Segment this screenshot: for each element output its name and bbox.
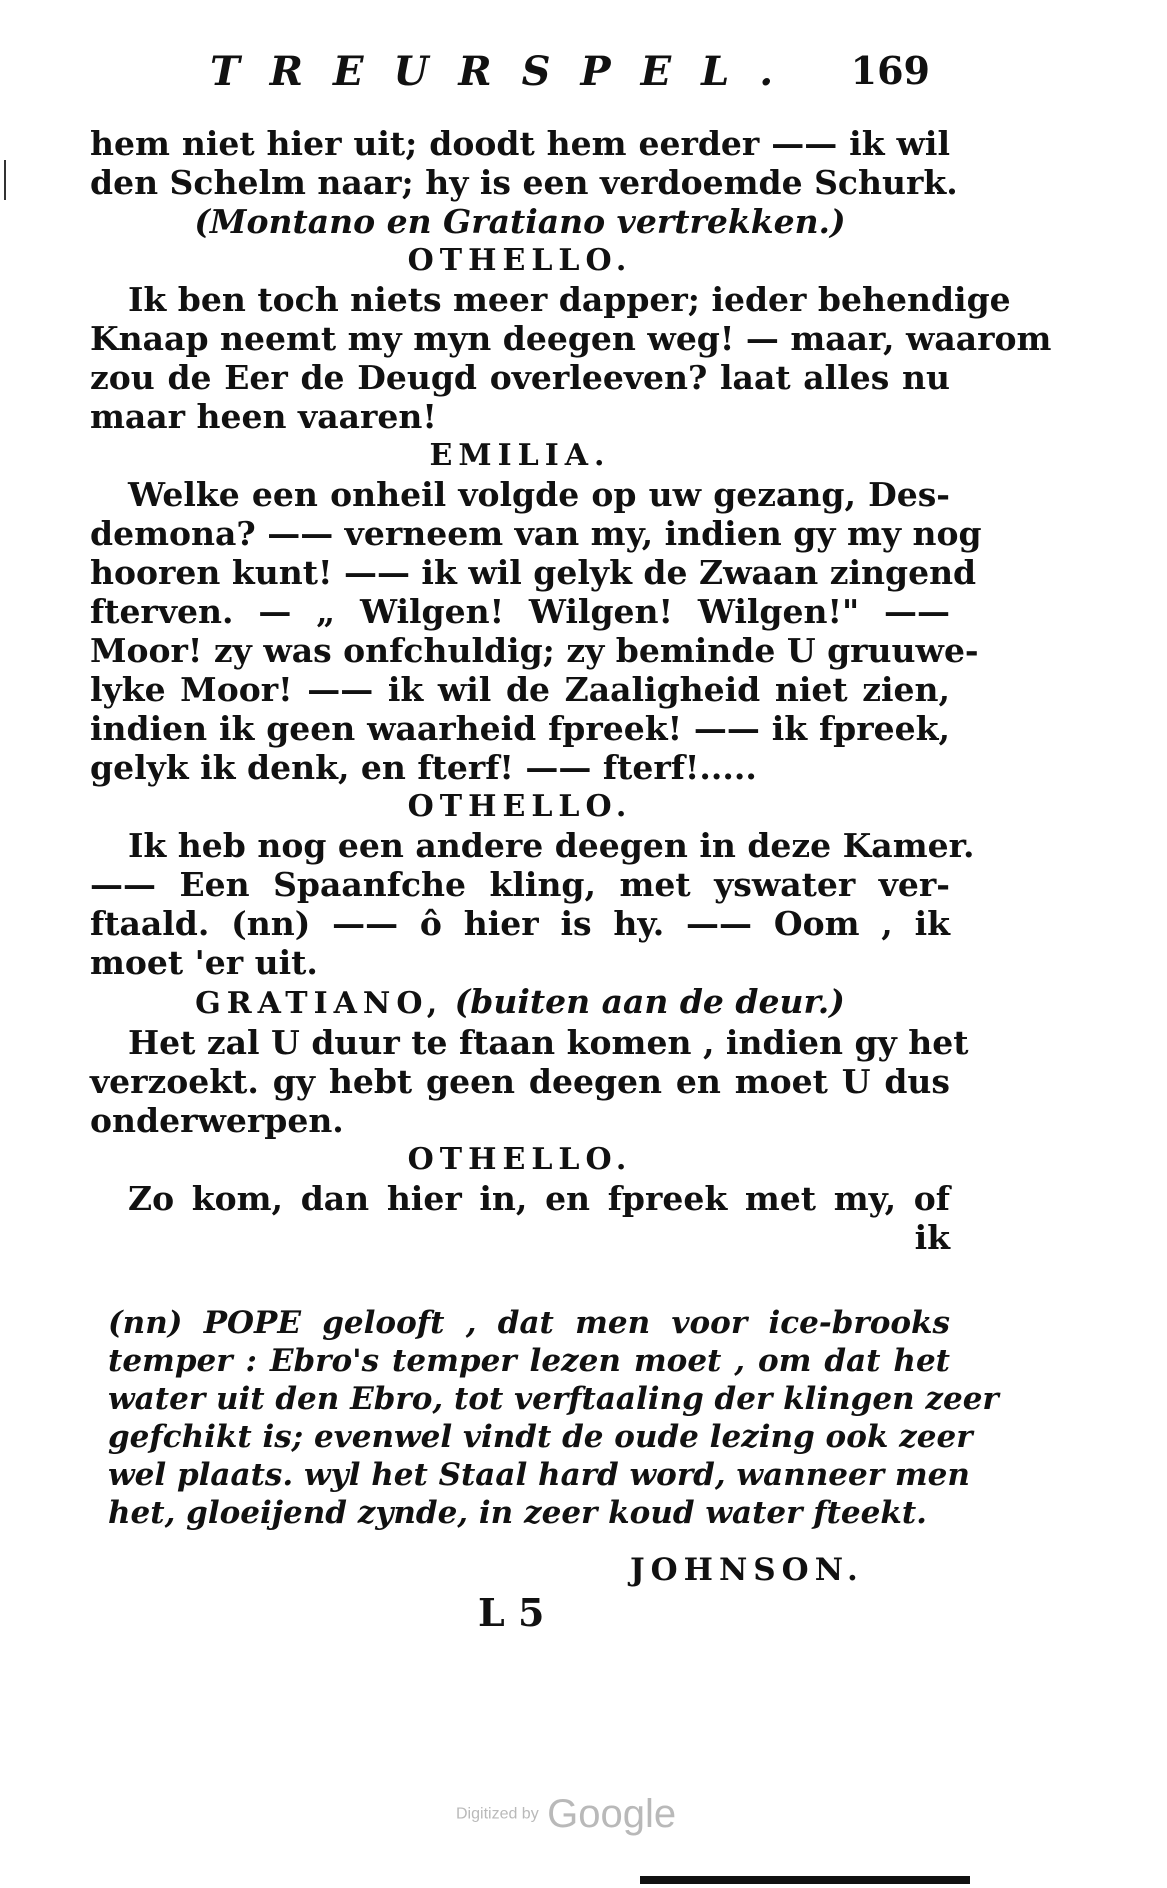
footnote-line: het, gloeijend zynde, in zeer koud water fteekt. — [108, 1495, 927, 1531]
running-title: TREURSPEL. — [210, 48, 804, 95]
text-line: verzoekt. gy hebt geen deegen en moet U dus — [90, 1062, 950, 1101]
footnote-line: gefchikt is; evenwel vindt de oude lezing ook zeer — [108, 1419, 973, 1455]
text-line: —— Een Spaanfche kling, met yswater ver- — [90, 865, 950, 904]
footnote — [108, 1304, 999, 1532]
text-line: onderwerpen. — [90, 1101, 344, 1140]
footnote-line: (nn) POPE gelooft , dat men voor ice-brooks — [108, 1305, 950, 1341]
speaker-gratiano — [90, 982, 950, 1023]
speaker-name: GRATIANO, — [195, 986, 444, 1021]
text-line: Ik ben toch niets meer dapper; ieder behendige — [128, 280, 1011, 319]
margin-mark — [4, 160, 6, 200]
catchword: ik — [914, 1218, 950, 1257]
stage-direction: (buiten aan de deur.) — [454, 982, 845, 1021]
footnote-line: wel plaats. wyl het Staal hard word, wanneer men — [108, 1457, 970, 1493]
page-header — [210, 48, 930, 108]
digitized-watermark — [456, 1792, 676, 1837]
footnote-line: temper : Ebro's temper lezen moet , om dat het — [108, 1343, 950, 1379]
text-line: den Schelm naar; hy is een verdoemde Schurk. — [90, 163, 958, 202]
watermark-prefix: Digitized by — [456, 1805, 539, 1823]
text-line: moet 'er uit. — [90, 943, 318, 982]
page-number: 169 — [850, 48, 930, 93]
text-line: Welke een onheil volgde op uw gezang, Des- — [128, 475, 950, 514]
text-line: zou de Eer de Deugd overleeven? laat alles nu — [90, 358, 950, 397]
text-line: Het zal U duur te ftaan komen , indien gy het — [128, 1023, 969, 1062]
speaker-emilia: EMILIA. — [429, 438, 611, 473]
scan-edge-rule — [640, 1876, 970, 1884]
text-line: Knaap neemt my myn deegen weg! — maar, waarom — [90, 319, 1052, 358]
text-line: fterven. — „ Wilgen! Wilgen! Wilgen!" —— — [90, 592, 950, 631]
speaker-othello: OTHELLO. — [407, 243, 633, 278]
footnote-signature: JOHNSON. — [630, 1552, 864, 1588]
text-line: ftaald. (nn) —— ô hier is hy. —— Oom , ik — [90, 904, 950, 943]
text-line: Moor! zy was onfchuldig; zy beminde U gruuwe- — [90, 631, 979, 670]
text-line: Zo kom, dan hier in, en fpreek met my, of — [128, 1179, 950, 1218]
text-line: Ik heb nog een andere deegen in deze Kamer. — [128, 826, 975, 865]
stage-direction: (Montano en Gratiano vertrekken.) — [194, 202, 846, 241]
text-line: lyke Moor! —— ik wil de Zaaligheid niet zien, — [90, 670, 950, 709]
footnote-line: water uit den Ebro, tot verftaaling der klingen zeer — [108, 1381, 999, 1417]
text-line: demona? —— verneem van my, indien gy my nog — [90, 514, 982, 553]
gathering-signature: L 5 — [478, 1590, 545, 1635]
text-line: indien ik geen waarheid fpreek! —— ik fpreek, — [90, 709, 950, 748]
text-line: maar heen vaaren! — [90, 397, 437, 436]
google-logo: Google — [547, 1792, 677, 1836]
main-text — [90, 124, 1052, 1257]
text-line: hem niet hier uit; doodt hem eerder —— ik wil — [90, 124, 950, 163]
text-line: gelyk ik denk, en fterf! —— fterf!..... — [90, 748, 757, 787]
text-line: hooren kunt! —— ik wil gelyk de Zwaan zingend — [90, 553, 977, 592]
speaker-othello: OTHELLO. — [407, 789, 633, 824]
speaker-othello: OTHELLO. — [407, 1142, 633, 1177]
